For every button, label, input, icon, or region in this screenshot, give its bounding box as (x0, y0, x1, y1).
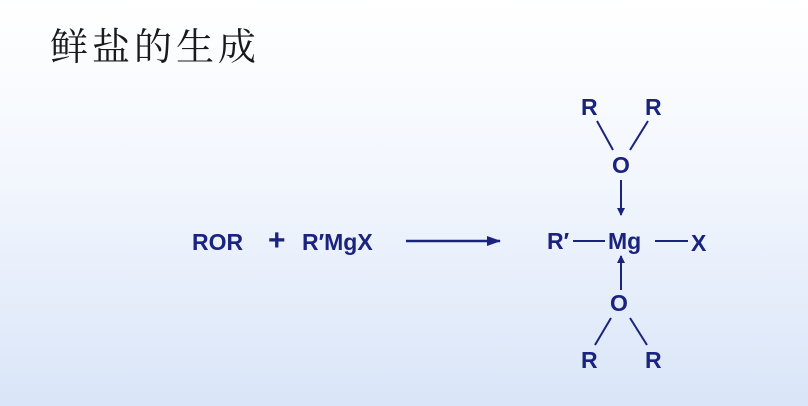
top-left-r: R (581, 94, 598, 120)
plus-sign: + (268, 224, 286, 257)
top-oxygen: O (612, 152, 630, 178)
left-r-prime: R′ (547, 228, 570, 254)
bottom-right-r: R (645, 347, 662, 373)
bond-top-left (597, 121, 613, 150)
bond-bottom-right (630, 318, 647, 345)
magnesium-center: Mg (608, 228, 642, 254)
bottom-oxygen: O (610, 290, 628, 316)
bond-bottom-left (595, 318, 611, 345)
halide-x: X (691, 230, 707, 256)
bond-top-right (630, 121, 648, 150)
slide-title: 鲜盐的生成 (50, 25, 261, 69)
reactant-grignard: R′MgX (302, 229, 373, 255)
top-right-r: R (645, 94, 662, 120)
reactant-ether: ROR (192, 229, 244, 255)
bottom-left-r: R (581, 347, 598, 373)
